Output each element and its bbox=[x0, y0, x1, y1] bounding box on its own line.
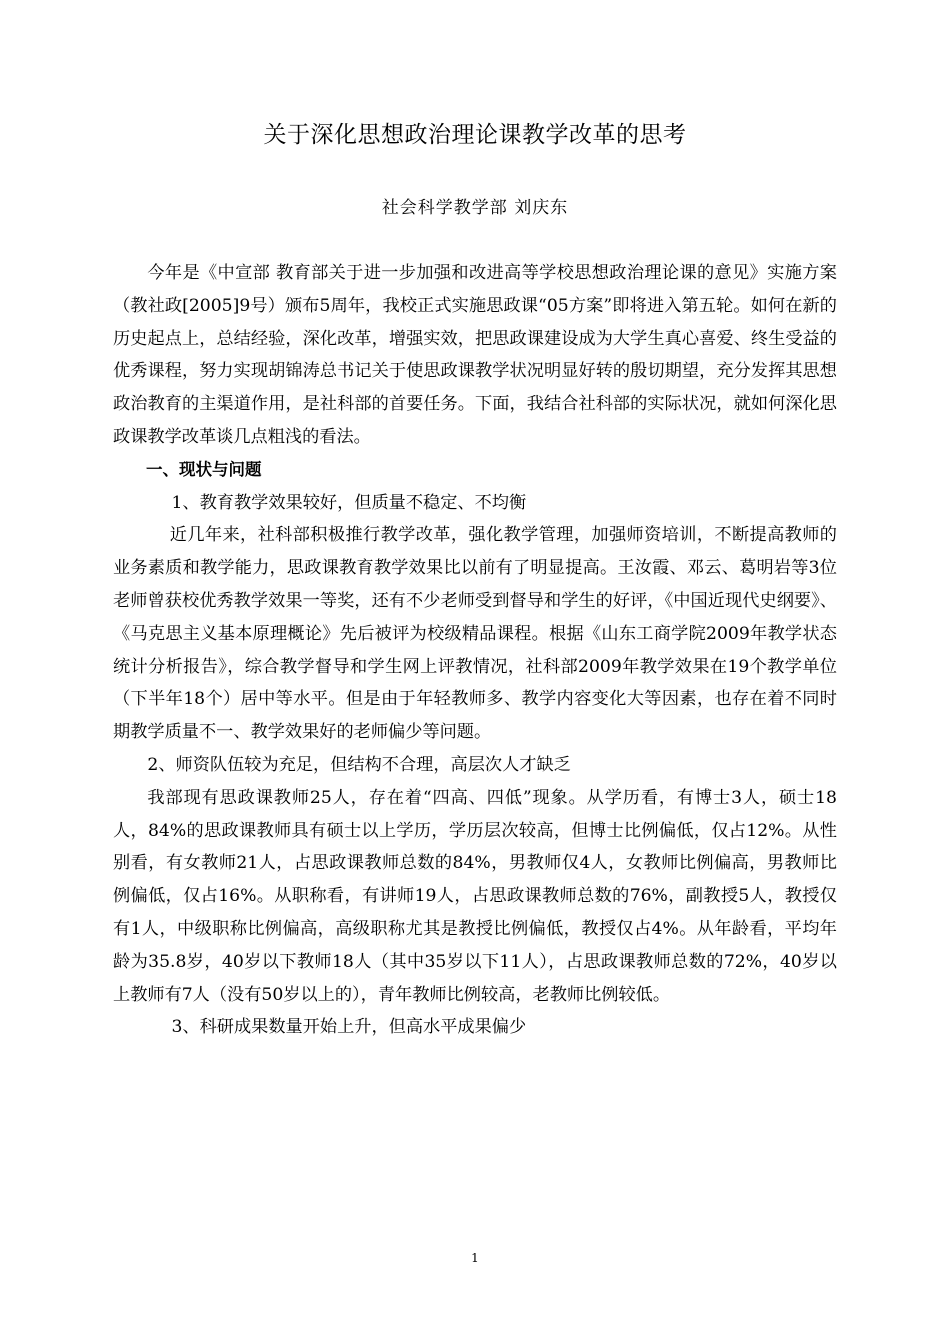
page-number: 1 bbox=[471, 1251, 479, 1265]
paragraph-faculty: 我部现有思政课教师25人，存在着“四高、四低”现象。从学历看，有博士3人，硕士18人，84%的思政课教师具有硕士以上学历，学历层次较高，但博士比例偏低，仅占12%。从性别看，有女教师21人，占思政课教师总数的84%，男教师仅4人，女教师比例偏高，男教师比例偏低，仅占16%。从职称看，有讲师19人，占思政课教师总数的76%，副教授5人，教授仅有1人，中级职称比例偏高，高级职称尤其是教授比例偏低，教授仅占4%。从年龄看，平均年龄为35.8岁，40岁以下教师18人（其中35岁以下11人），占思政课教师总数的72%，40岁以上教师有7人（没有50岁以上的），青年教师比例较高，老教师比例较低。 bbox=[113, 787, 837, 1005]
paragraph-teaching-effect: 近几年来，社科部积极推行教学改革，强化教学管理，加强师资培训，不断提高教师的业务素质和教学能力，思政课教育教学效果比以前有了明显提高。王汝霞、邓云、葛明岩等3位老师曾获校优秀教学效果一等奖，还有不少老师受到督导和学生的好评，《中国近现代史纲要》、《马克思主义基本原理概论》先后被评为校级精品课程。根据《山东工商学院2009年教学状态统计分析报告》，综合教学督导和学生网上评教情况，社科部2009年教学效果在19个教学单位（下半年18个）居中等水平。但是由于年轻教师多、教学内容变化大等因素，也存在着不同时期教学质量不一、教学效果好的老师偏少等问题。 bbox=[113, 525, 837, 743]
heading-subsection-3: 3、科研成果数量开始上升，但高水平成果偏少 bbox=[171, 1017, 527, 1038]
heading-subsection-1: 1、教育教学效果较好，但质量不稳定、不均衡 bbox=[171, 492, 527, 513]
heading-subsection-2: 2、师资队伍较为充足，但结构不合理，高层次人才缺乏 bbox=[147, 754, 571, 775]
document-body bbox=[113, 257, 837, 1044]
document-title: 关于深化思想政治理论课教学改革的思考 bbox=[263, 122, 687, 148]
heading-section-1: 一、现状与问题 bbox=[146, 459, 262, 479]
document-author: 社会科学教学部 刘庆东 bbox=[381, 198, 569, 218]
paragraph-intro: 今年是《中宣部 教育部关于进一步加强和改进高等学校思想政治理论课的意见》实施方案（教社政[2005]9号）颁布5周年，我校正式实施思政课“05方案”即将进入第五轮。如何在新的历史起点上，总结经验，深化改革，增强实效，把思政课建设成为大学生真心喜爱、终生受益的优秀课程，努力实现胡锦涛总书记关于使思政课教学状况明显好转的殷切期望，充分发挥其思想政治教育的主渠道作用，是社科部的首要任务。下面，我结合社科部的实际状况，就如何深化思政课教学改革谈几点粗浅的看法。 bbox=[113, 263, 837, 447]
